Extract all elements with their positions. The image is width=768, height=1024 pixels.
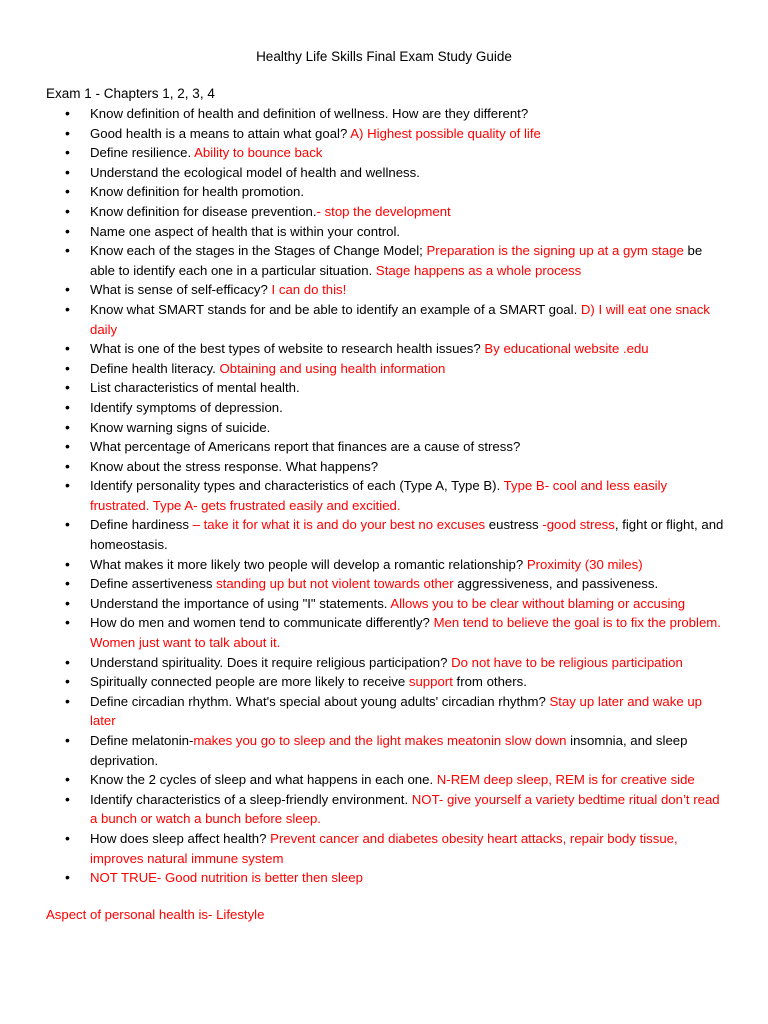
list-item [0,339,768,359]
list-item [0,653,768,673]
question-text: Know each of the stages in the Stages of Change Model; [90,243,427,259]
list-item [0,202,768,222]
list-item [0,868,768,888]
list-item [0,692,768,731]
list-item [0,222,768,242]
answer-text: NOT TRUE- Good nutrition is better then sleep [90,870,363,886]
question-text: Name one aspect of health that is within your control. [90,223,401,239]
list-item [0,790,768,829]
question-text: , fight or flight, and homeostasis. [90,517,724,553]
question-text: Identify symptoms of depression. [90,399,283,415]
question-text: Define hardiness [90,517,193,533]
question-text: Know definition for disease prevention. [90,203,317,219]
question-text: Define melatonin- [90,733,194,748]
list-item [0,594,768,614]
list-item [0,378,768,398]
question-text: What makes it more likely two people will develop a romantic relationship? [90,556,527,572]
list-item [0,476,768,515]
list-item [0,457,768,477]
answer-text: Proximity (30 miles) [526,556,643,572]
question-list [0,104,768,888]
answer-text: Do not have to be religious participation [451,654,683,670]
question-text: Know the 2 cycles of sleep and what happens in each one. [90,772,437,788]
question-text: Know what SMART stands for and be able to identify an example of a SMART goal. [90,301,581,317]
list-item [0,182,768,202]
question-text: Identify characteristics of a sleep-friendly environment. [90,791,412,807]
question-text: be able to identify each one in a particular situation. [90,243,703,278]
list-item [0,829,768,868]
answer-text: Ability to bounce back [194,145,323,161]
question-text: What percentage of Americans report that finances are a cause of stress? [90,439,521,455]
document-title: Healthy Life Skills Final Exam Study Guide [256,49,512,64]
question-text: Know definition for health promotion. [90,184,305,200]
question-text: Understand the importance of using "I" statements. [90,595,391,611]
question-text: aggressiveness, and passiveness. [453,576,659,592]
question-text: Good health is a means to attain what goal? [90,125,351,141]
answer-text: standing up but not violent towards other [216,576,454,592]
footer-note: Aspect of personal health is- Lifestyle [46,907,265,922]
answer-text: Stay up later and wake up later [90,693,702,729]
answer-text: Obtaining and using health information [219,360,446,376]
question-text: Define health literacy. [90,360,220,376]
answer-text: NOT- give yourself a variety bedtime ritual don’t read a bunch or watch a bunch before sleep. [90,791,720,827]
list-item [0,613,768,652]
list-item [0,770,768,790]
answer-text: N-REM deep sleep, REM is for creative side [436,772,695,788]
question-text: Understand the ecological model of health and wellness. [90,164,420,180]
list-item [0,515,768,554]
question-text: Spiritually connected people are more likely to receive [90,674,409,690]
question-text: Understand spirituality. Does it require religious participation? [90,654,452,670]
list-item [0,672,768,692]
list-item [0,280,768,300]
question-text: Identify personality types and characteristics of each (Type A, Type B). [90,478,504,494]
list-item [0,555,768,575]
question-text: What is sense of self-efficacy? [90,282,272,298]
list-item [0,241,768,280]
question-text: eustress [485,517,543,533]
list-item [0,124,768,144]
answer-text: -good stress [542,517,615,533]
question-text: Know definition of health and definition of wellness. How are they different? [90,106,529,121]
answer-text: makes you go to sleep and the light makes meatonin slow down [193,733,567,748]
list-item [0,163,768,183]
list-item [0,300,768,339]
answer-text: I can do this! [271,282,347,298]
answer-text: D) I will eat one snack daily [90,301,710,337]
answer-text: A) Highest possible quality of life [350,125,541,141]
question-text: How do men and women tend to communicate differently? [90,615,434,631]
list-item [0,731,768,770]
question-text: Define circadian rhythm. What's special about young adults' circadian rhythm? [90,693,550,709]
list-item [0,359,768,379]
question-text: Know about the stress response. What happens? [90,458,379,474]
question-text: What is one of the best types of website to research health issues? [90,341,485,357]
answer-text: - stop the development [316,203,451,219]
question-text: from others. [452,674,527,690]
answer-text: Prevent cancer and diabetes obesity heart attacks, repair body tissue, improves natural immune system [90,830,678,866]
answer-text: Men tend to believe the goal is to fix the problem. Women just want to talk about it. [90,615,721,651]
list-item [0,574,768,594]
list-item [0,418,768,438]
list-item [0,437,768,457]
question-text: Define assertiveness [90,576,217,592]
list-item [0,143,768,163]
question-text: Know warning signs of suicide. [90,419,271,435]
answer-text: Preparation is the signing up at a gym stage [426,243,684,259]
question-text: List characteristics of mental health. [90,380,300,396]
question-text: insomnia, and sleep deprivation. [90,733,688,768]
exam-heading: Exam 1 - Chapters 1, 2, 3, 4 [46,86,215,101]
answer-text: Allows you to be clear without blaming or accusing [390,595,686,611]
answer-text: Stage happens as a whole process [375,262,582,278]
answer-text: Type B- cool and less easily frustrated. Type A- gets frustrated easily and excitied. [90,478,668,513]
answer-text: support [408,674,453,690]
answer-text: By educational website .edu [484,341,649,357]
answer-text: – take it for what it is and do your best no excuses [192,517,486,533]
list-item [0,104,768,124]
question-text: How does sleep affect health? [90,830,271,846]
question-text: Define resilience. [90,145,195,161]
list-item [0,398,768,418]
